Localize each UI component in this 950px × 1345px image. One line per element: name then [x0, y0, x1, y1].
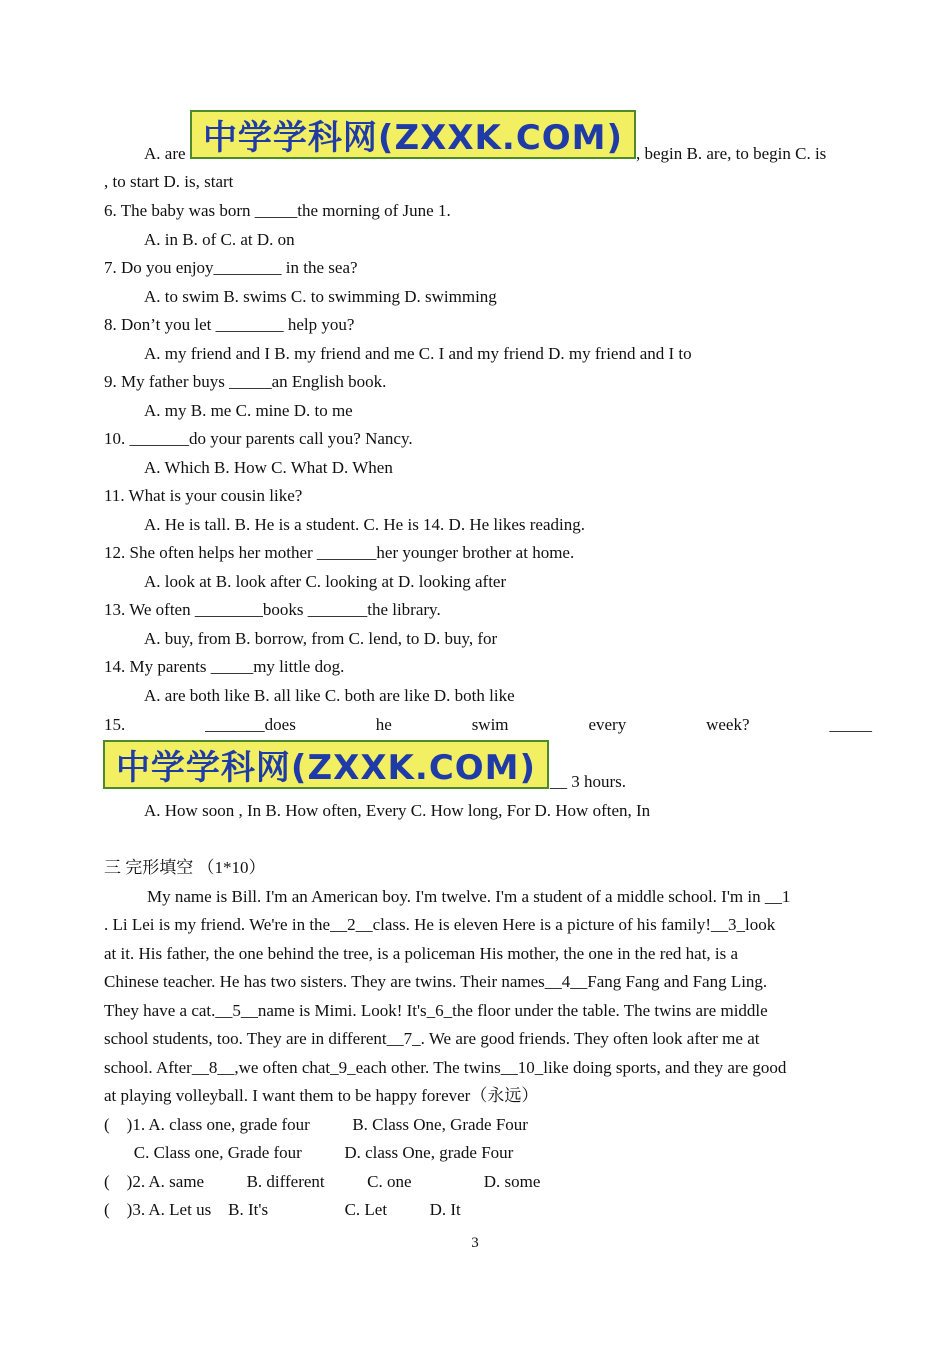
question-14-options: A. are both like B. all like C. both are like D. both like: [144, 686, 515, 705]
question-7-options: A. to swim B. swims C. to swimming D. swimming: [144, 287, 497, 306]
passage-line: at playing volleyball. I want them to be happy forever（永远）: [104, 1086, 539, 1105]
q15-word: 15.: [104, 715, 126, 734]
passage-line: They have a cat.__5__name is Mimi. Look! It's_6_the floor under the table. The twins are middle: [104, 1001, 768, 1020]
question-8-options: A. my friend and I B. my friend and me C. I and my friend D. my friend and I to: [144, 344, 692, 363]
question-13-options: A. buy, from B. borrow, from C. lend, to D. buy, for: [144, 629, 498, 648]
question-6: 6. The baby was born _____the morning of June 1.: [104, 201, 451, 220]
passage-line: . Li Lei is my friend. We're in the__2__class. He is eleven Here is a picture of his family!__3_look: [104, 915, 776, 934]
q15-word: _______does: [205, 715, 296, 734]
question-7: 7. Do you enjoy________ in the sea?: [104, 258, 358, 277]
q5-option-a: A. are: [144, 144, 186, 163]
question-15-options: A. How soon , In B. How often, Every C. How long, For D. How often, In: [144, 801, 651, 820]
q5-options-cont: , to start D. is, start: [104, 172, 234, 191]
passage-line: My name is Bill. I'm an American boy. I'm twelve. I'm a student of a middle school. I'm in __1: [147, 887, 791, 906]
question-15: [104, 713, 872, 737]
passage-line: school. After__8__,we often chat_9_each other. The twins__10_like doing sports, and they are good: [104, 1058, 787, 1077]
question-13: 13. We often ________books _______the library.: [104, 600, 441, 619]
question-10-options: A. Which B. How C. What D. When: [144, 458, 393, 477]
answer-line: ( )1. A. class one, grade four B. Class One, Grade Four: [104, 1115, 528, 1134]
question-10: 10. _______do your parents call you? Nancy.: [104, 429, 413, 448]
q15-word: swim: [471, 715, 509, 734]
q15-word: _____: [829, 715, 872, 734]
q15-answer-tail: __ 3 hours.: [550, 772, 627, 791]
q15-word: he: [375, 715, 392, 734]
question-6-options: A. in B. of C. at D. on: [144, 230, 295, 249]
answer-line: ( )3. A. Let us B. It's C. Let D. It: [104, 1200, 461, 1219]
section-heading: 三 完形填空 （1*10）: [104, 858, 266, 877]
answer-line: C. Class one, Grade four D. class One, grade Four: [104, 1143, 514, 1162]
question-12-options: A. look at B. look after C. looking at D. looking after: [144, 572, 507, 591]
question-8: 8. Don’t you let ________ help you?: [104, 315, 355, 334]
q15-word: every: [588, 715, 627, 734]
q5-options-rest: , begin B. are, to begin C. is: [636, 144, 827, 163]
question-14: 14. My parents _____my little dog.: [104, 657, 345, 676]
question-11: 11. What is your cousin like?: [104, 486, 303, 505]
question-9: 9. My father buys _____an English book.: [104, 372, 387, 391]
passage-line: Chinese teacher. He has two sisters. They are twins. Their names__4__Fang Fang and Fang Ling.: [104, 972, 768, 991]
page-number: 3: [471, 1235, 479, 1251]
passage-line: at it. His father, the one behind the tree, is a policeman His mother, the one in the red hat, is a: [104, 944, 739, 963]
watermark-logo-top: 中学学科网(ZXXK.COM): [190, 110, 636, 159]
watermark-logo-bottom: 中学学科网(ZXXK.COM): [103, 740, 549, 789]
question-9-options: A. my B. me C. mine D. to me: [144, 401, 353, 420]
question-11-options: A. He is tall. B. He is a student. C. He is 14. D. He likes reading.: [144, 515, 585, 534]
question-12: 12. She often helps her mother _______her younger brother at home.: [104, 543, 575, 562]
passage-line: school students, too. They are in different__7_. We are good friends. They often look after me at: [104, 1029, 760, 1048]
q15-word: week?: [706, 715, 750, 734]
answer-line: ( )2. A. same B. different C. one D. some: [104, 1172, 541, 1191]
